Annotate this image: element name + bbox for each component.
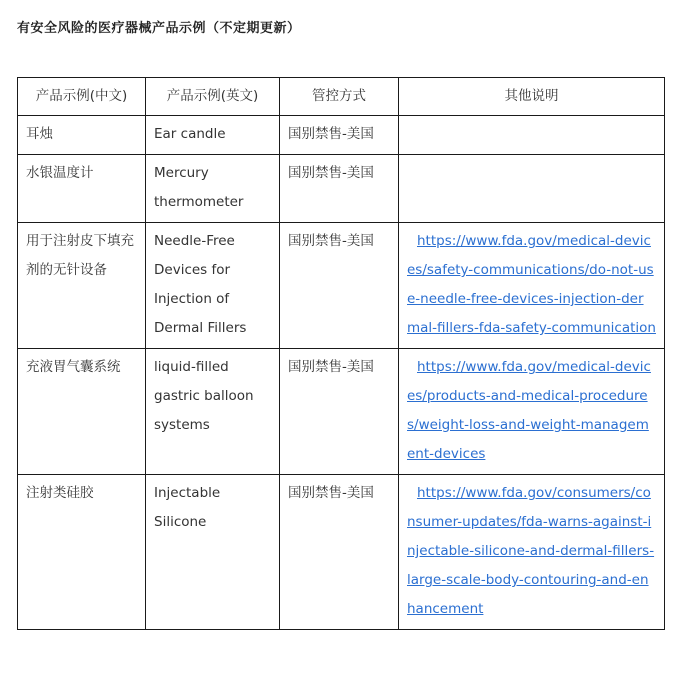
page-title: 有安全风险的医疗器械产品示例（不定期更新） bbox=[17, 21, 301, 36]
header-control-method: 管控方式 bbox=[280, 78, 399, 116]
cell-control: 国别禁售-美国 bbox=[280, 475, 399, 630]
table-row bbox=[18, 155, 665, 223]
cell-product-en: Mercury thermometer bbox=[146, 155, 280, 223]
table-header-row bbox=[18, 78, 665, 116]
cell-product-en: Needle-Free Devices for Injection of Dermal Fillers bbox=[146, 223, 280, 349]
table-row bbox=[18, 116, 665, 155]
cell-note bbox=[399, 116, 665, 155]
cell-product-cn: 耳烛 bbox=[18, 116, 146, 155]
header-product-en: 产品示例(英文) bbox=[146, 78, 280, 116]
cell-product-en: Injectable Silicone bbox=[146, 475, 280, 630]
cell-control: 国别禁售-美国 bbox=[280, 155, 399, 223]
cell-product-cn: 用于注射皮下填充剂的无针设备 bbox=[18, 223, 146, 349]
cell-control: 国别禁售-美国 bbox=[280, 116, 399, 155]
cell-note bbox=[399, 475, 665, 630]
fda-link[interactable]: https://www.fda.gov/consumers/consumer-updates/fda-warns-against-injectable-silicone-and-dermal-fillers-large-scale-body-contouring-and-enhancement bbox=[407, 485, 655, 617]
product-table bbox=[17, 77, 665, 630]
table-row bbox=[18, 475, 665, 630]
table-row bbox=[18, 349, 665, 475]
fda-link[interactable]: https://www.fda.gov/medical-devices/products-and-medical-procedures/weight-loss-and-weight-management-devices bbox=[407, 359, 651, 462]
cell-note bbox=[399, 349, 665, 475]
cell-note bbox=[399, 223, 665, 349]
cell-control: 国别禁售-美国 bbox=[280, 223, 399, 349]
cell-control: 国别禁售-美国 bbox=[280, 349, 399, 475]
cell-product-en: liquid-filled gastric balloon systems bbox=[146, 349, 280, 475]
cell-product-cn: 水银温度计 bbox=[18, 155, 146, 223]
cell-product-cn: 充液胃气囊系统 bbox=[18, 349, 146, 475]
fda-link[interactable]: https://www.fda.gov/medical-devices/safety-communications/do-not-use-needle-free-devices-injection-dermal-fillers-fda-safety-communication bbox=[407, 233, 656, 336]
cell-product-en: Ear candle bbox=[146, 116, 280, 155]
header-product-cn: 产品示例(中文) bbox=[18, 78, 146, 116]
cell-note bbox=[399, 155, 665, 223]
cell-product-cn: 注射类硅胶 bbox=[18, 475, 146, 630]
table-row bbox=[18, 223, 665, 349]
header-other-notes: 其他说明 bbox=[399, 78, 665, 116]
